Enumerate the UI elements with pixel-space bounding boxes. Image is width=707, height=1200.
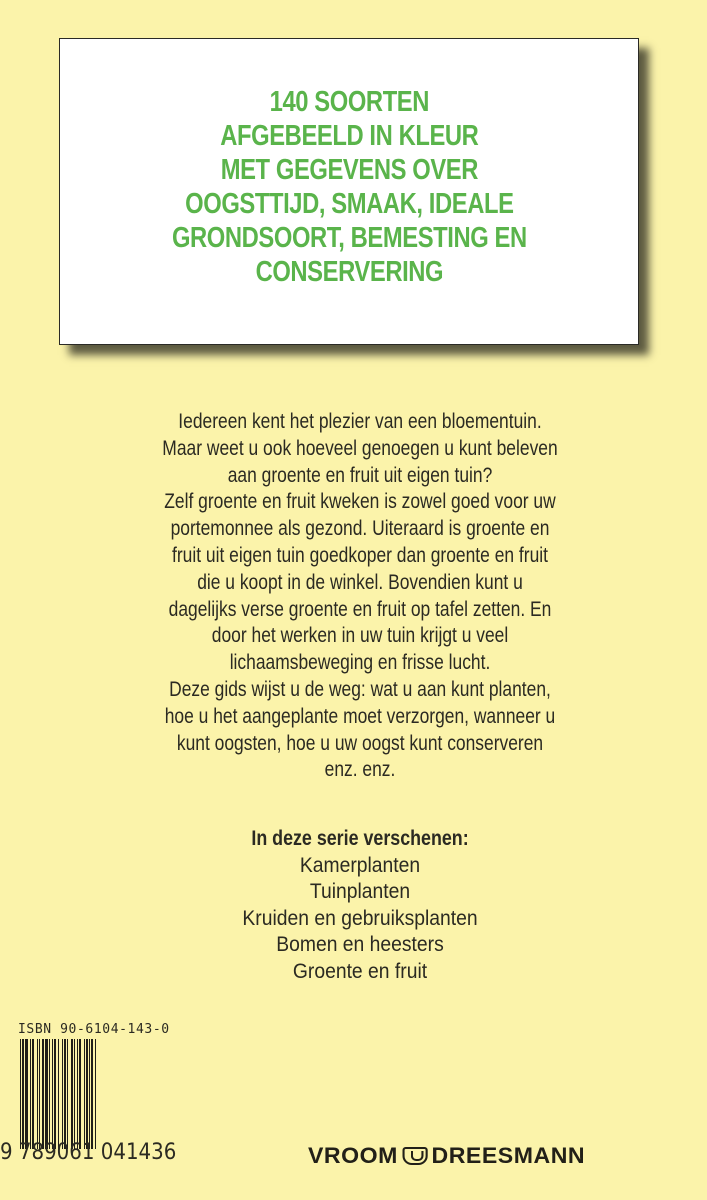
description-text [111, 409, 609, 784]
barcode-digits: 9 789061 041436 [0, 1140, 177, 1165]
description-line: die u koopt in de winkel. Bovendien kunt u [197, 570, 523, 594]
promo-line: 140 SOORTEN [269, 85, 429, 118]
description-line: kunt oogsten, hoe u uw oogst kunt conserveren [176, 731, 544, 755]
promo-line: OOGSTTIJD, SMAAK, IDEALE [184, 187, 514, 220]
description-line: dagelijks verse groente en fruit op tafel zetten. En [168, 597, 552, 621]
description-line: portemonnee als gezond. Uiteraard is groente en [170, 517, 550, 541]
publisher-logo [308, 1143, 585, 1169]
publisher-name-right: DREESMANN [431, 1143, 586, 1168]
series-title: In deze serie verschenen: [251, 827, 469, 850]
promo-line: AFGEBEELD IN KLEUR [219, 119, 479, 152]
vd-monogram-icon [402, 1147, 427, 1165]
series-item: Bomen en heesters [276, 933, 444, 956]
series-item: Kamerplanten [299, 853, 421, 877]
series-item: Kruiden en gebruiksplanten [242, 906, 478, 930]
description-line: lichaamsbeweging en frisse lucht. [229, 651, 491, 675]
description-line: Iedereen kent het plezier van een bloementuin. [178, 410, 542, 433]
description-line: door het werken in uw tuin krijgt u veel [211, 624, 509, 648]
series-item: Tuinplanten [309, 880, 411, 903]
promo-line: GRONDSOORT, BEMESTING EN [171, 221, 527, 254]
description-line: Deze gids wijst u de weg: wat u aan kunt planten, [169, 677, 551, 701]
description-line: hoe u het aangeplante moet verzorgen, wanneer u [164, 704, 556, 728]
description-line: Zelf groente en fruit kweken is zowel goed voor uw [164, 490, 556, 514]
description-line: aan groente en fruit uit eigen tuin? [227, 463, 493, 487]
description-line: Maar weet u ook hoeveel genoegen u kunt beleven [162, 436, 558, 460]
promo-line: MET GEGEVENS OVER [220, 153, 478, 186]
publisher-name-left: VROOM [308, 1143, 398, 1168]
description-line: enz. enz. [324, 758, 396, 782]
promo-line: CONSERVERING [255, 255, 443, 288]
description-line: fruit uit eigen tuin goedkoper dan groente en fruit [172, 543, 548, 567]
barcode-bar [96, 1039, 97, 1149]
series-item: Groente en fruit [292, 959, 428, 983]
promo-headline [172, 85, 527, 289]
isbn-label: ISBN 90-6104-143-0 [18, 1022, 170, 1037]
series-list [60, 826, 660, 985]
promo-box [59, 38, 639, 345]
barcode [20, 1039, 170, 1149]
